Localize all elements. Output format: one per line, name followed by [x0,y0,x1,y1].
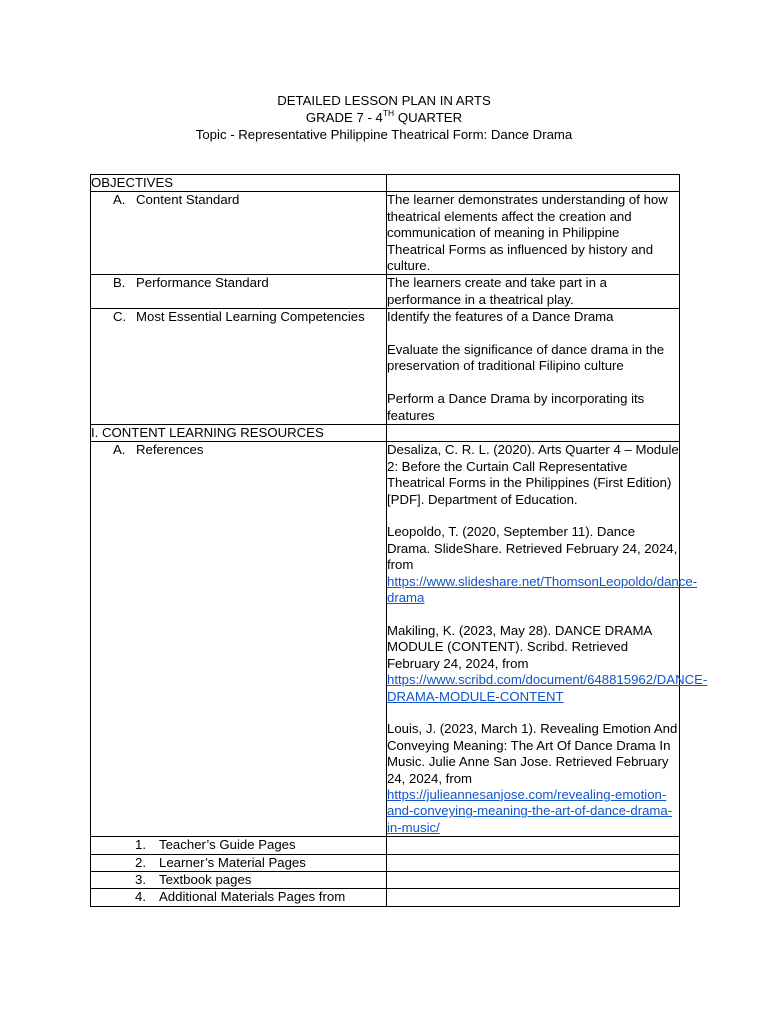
table-row [91,275,680,309]
resources-heading: I. CONTENT LEARNING RESOURCES [91,425,324,441]
competency-item: Perform a Dance Drama by incorporating its features [387,391,645,423]
table-row [91,192,680,275]
ordinal-suffix: TH [382,107,395,118]
competencies-label: Most Essential Learning Competencies [136,309,365,325]
reference-entry [387,524,698,606]
competency-item: Evaluate the significance of dance drama in the preservation of traditional Filipino culture [387,342,665,374]
table-row [91,871,680,888]
empty-cell [387,425,680,442]
reference-entry [387,622,708,705]
reference-entry: Desaliza, C. R. L. (2020). Arts Quarter 4 – Module 2: Before the Curtain Call Representative Theatrical Forms in the Philippines (First Edition) [PDF]. Department of Education. [387,442,679,507]
reference-link[interactable]: https://julieannesanjose.com/revealing-emotion-and-conveying-meaning-the-art-of-dance-drama-in-music/ [387,786,673,835]
table-row [91,442,680,837]
reference-text: Louis, J. (2023, March 1). Revealing Emotion And Conveying Meaning: The Art Of Dance Drama In Music. Julie Anne San Jose. Retrieved February 24, 2024, from [387,721,678,786]
competencies-text-cell [387,309,680,425]
list-marker: A. [113,192,126,208]
performance-standard-label: Performance Standard [136,275,269,291]
performance-standard-text: The learners create and take part in a performance in a theatrical play. [387,275,607,307]
list-marker: 2. [135,854,146,870]
list-marker: 1. [135,837,146,853]
table-row [91,425,680,442]
grade-quarter-line [0,107,768,127]
empty-cell [387,871,680,888]
reference-link[interactable]: https://www.slideshare.net/ThomsonLeopoldo/dance-drama [387,573,698,606]
resources-heading-cell [91,425,387,442]
sub-item-cell [91,854,387,871]
performance-standard-label-cell [91,275,387,309]
reference-entry [387,721,679,836]
document-header [0,93,768,144]
list-marker: B. [113,275,126,291]
references-label-cell [91,442,387,837]
quarter-text: QUARTER [394,110,463,125]
lesson-plan-table [90,174,708,907]
additional-materials-label: Additional Materials Pages from [159,889,346,905]
textbook-pages-label: Textbook pages [159,871,252,887]
grade-text: GRADE 7 - 4 [305,110,383,125]
content-standard-label-cell [91,192,387,275]
references-label: References [136,442,204,458]
references-text-cell [387,442,708,837]
empty-cell [387,837,680,854]
learners-material-label: Learner’s Material Pages [159,854,306,870]
table-row [91,837,680,854]
list-marker: A. [113,442,126,458]
lesson-plan-title: DETAILED LESSON PLAN IN ARTS [277,93,491,108]
table-row [91,175,680,192]
content-standard-label: Content Standard [136,192,240,208]
list-marker: 4. [135,889,146,905]
list-marker: 3. [135,871,146,887]
table-row [91,854,680,871]
table-row [91,889,680,906]
topic-line: Topic - Representative Philippine Theatrical Form: Dance Drama [195,127,573,142]
empty-cell [387,889,680,906]
objectives-heading: OBJECTIVES [91,175,174,190]
reference-link[interactable]: https://www.scribd.com/document/648815962/DANCE-DRAMA-MODULE-CONTENT [387,672,708,704]
performance-standard-text-cell [387,275,680,309]
sub-item-cell [91,871,387,888]
teachers-guide-label: Teacher’s Guide Pages [159,837,296,853]
empty-cell [387,175,680,192]
content-standard-text-cell [387,192,680,275]
table-row [91,309,680,425]
reference-text: Leopoldo, T. (2020, September 11). Dance Drama. SlideShare. Retrieved February 24, 2024, from [387,524,678,573]
competency-item: Identify the features of a Dance Drama [387,309,614,325]
list-marker: C. [113,309,127,325]
empty-cell [387,854,680,871]
sub-item-cell [91,837,387,854]
competencies-label-cell [91,309,387,425]
reference-text: Makiling, K. (2023, May 28). DANCE DRAMA MODULE (CONTENT). Scribd. Retrieved February 24, 2024, from [387,622,652,671]
sub-item-cell [91,889,387,906]
objectives-heading-cell [91,175,387,192]
content-standard-text: The learner demonstrates understanding of how theatrical elements affect the creation and communication of meaning in Philippine Theatrical Forms as influenced by history and culture. [387,192,668,274]
